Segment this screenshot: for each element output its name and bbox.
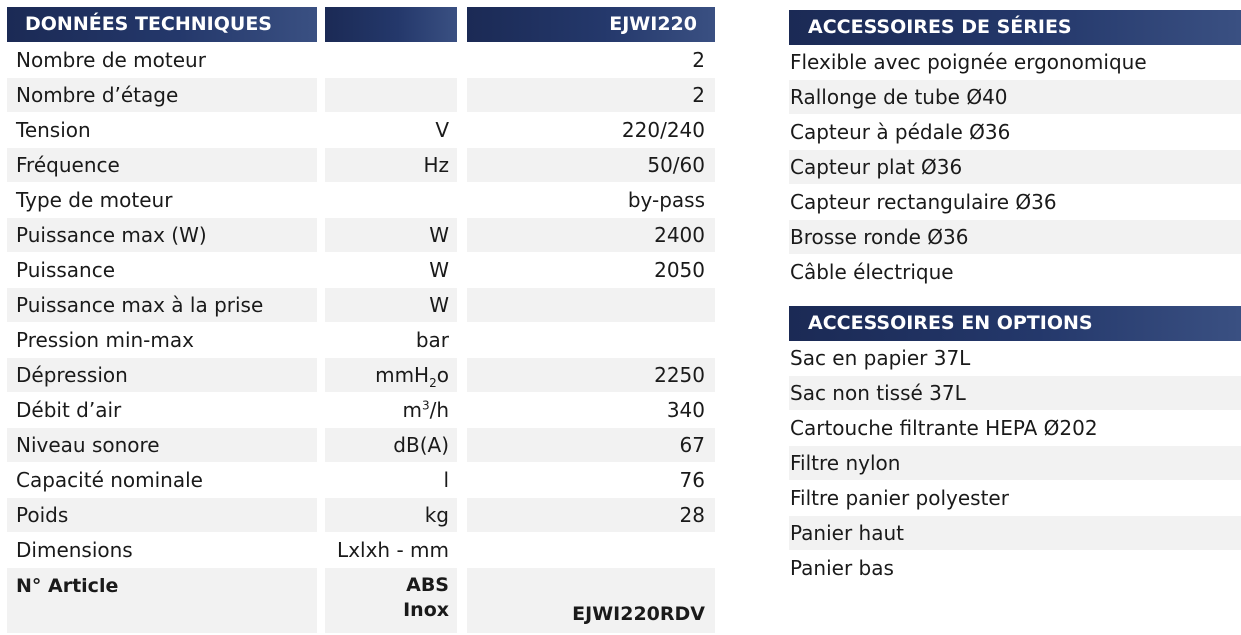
spec-label: Type de moteur [16,188,173,212]
accessory-item: Filtre nylon [789,446,1241,480]
spec-label: Tension [16,118,91,142]
spec-unit [325,393,457,427]
spec-label: Poids [7,498,317,532]
spec-unit: W [325,288,457,322]
accessory-item: Capteur rectangulaire Ø36 [790,190,1057,214]
accessory-item: Flexible avec poignée ergonomique [790,50,1147,74]
article-material-abs: ABS [406,574,449,596]
accessory-item: Capteur à pédale Ø36 [790,120,1011,144]
spec-unit-subscript: 2 [429,376,437,390]
spec-value [467,533,715,567]
article-number: EJWI220RDV [467,568,715,633]
spec-unit: l [443,468,449,492]
spec-label: Puissance max à la prise [7,288,317,322]
spec-unit-tail: /h [429,398,449,422]
spec-unit: Hz [325,148,457,182]
spec-value: 67 [467,428,715,462]
spec-unit-main: mmH [375,363,430,387]
tech-header-label: DONNÉES TECHNIQUES [7,7,317,42]
spec-value: 2250 [467,358,715,392]
accessory-item: Sac non tissé 37L [789,376,1241,410]
spec-label: Débit d’air [16,398,122,422]
spec-label: Dimensions [16,538,133,562]
series-header: ACCESSOIRES DE SÉRIES [789,10,1241,45]
accessory-item: Capteur plat Ø36 [789,150,1241,184]
tech-header-unit [325,7,457,42]
spec-value [467,323,715,357]
spec-unit: dB(A) [325,428,457,462]
tech-header-model: EJWI220 [467,7,715,42]
spec-label: Puissance max (W) [7,218,317,252]
accessory-item: Cartouche filtrante HEPA Ø202 [790,416,1098,440]
article-material [325,568,457,633]
accessory-item: Filtre panier polyester [790,486,1009,510]
spec-value [467,288,715,322]
spec-value: 28 [467,498,715,532]
spec-unit-superscript: 3 [421,398,430,413]
accessory-item: Rallonge de tube Ø40 [789,80,1241,114]
spec-value: 340 [666,398,705,422]
spec-value: 50/60 [467,148,715,182]
accessory-item: Sac en papier 37L [790,346,971,370]
spec-value: 2050 [654,258,705,282]
spec-unit [325,43,457,77]
accessory-item: Câble électrique [790,260,954,284]
spec-unit: W [429,258,449,282]
spec-value: 76 [679,468,705,492]
article-material-inox: Inox [403,599,449,621]
spec-label: Nombre de moteur [16,48,206,72]
spec-unit [325,183,457,217]
spec-label: Fréquence [7,148,317,182]
article-label: N° Article [7,568,317,633]
spec-unit [325,78,457,112]
spec-unit: V [435,118,449,142]
spec-unit-tail: o [436,363,449,387]
spec-unit: bar [415,328,449,352]
accessory-item: Brosse ronde Ø36 [789,220,1241,254]
spec-value: 220/240 [621,118,705,142]
spec-label: Niveau sonore [7,428,317,462]
spec-value: by-pass [627,188,705,212]
spec-label: Capacité nominale [16,468,203,492]
spec-unit: kg [325,498,457,532]
spec-unit [325,358,457,392]
accessory-item: Panier bas [790,556,894,580]
spec-unit-main: m [402,398,422,422]
options-header: ACCESSOIRES EN OPTIONS [789,306,1241,341]
spec-unit: W [325,218,457,252]
spec-label: Puissance [16,258,116,282]
accessory-item: Panier haut [789,516,1241,550]
spec-value: 2 [692,48,705,72]
spec-label: Dépression [7,358,317,392]
spec-label: Pression min-max [16,328,194,352]
spec-unit: Lxlxh - mm [337,538,449,562]
spec-value: 2400 [467,218,715,252]
spec-label: Nombre d’étage [7,78,317,112]
spec-value: 2 [467,78,715,112]
